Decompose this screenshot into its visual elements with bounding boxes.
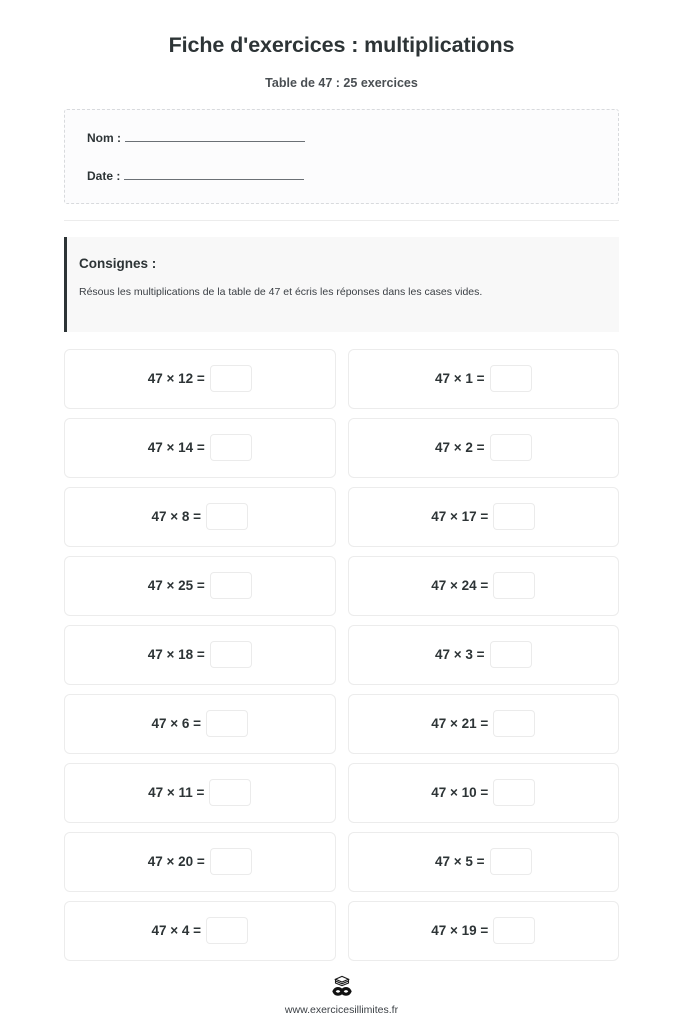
identity-box xyxy=(64,109,619,204)
exercise-expression: 47 × 1 = xyxy=(434,371,485,387)
answer-input-box[interactable] xyxy=(210,572,252,599)
exercise-grid xyxy=(64,349,619,961)
exercise-expression: 47 × 12 = xyxy=(147,371,205,387)
exercise-card xyxy=(348,901,620,961)
exercise-card xyxy=(348,694,620,754)
exercise-expression: 47 × 14 = xyxy=(147,440,205,456)
exercise-card xyxy=(64,349,336,409)
answer-input-box[interactable] xyxy=(209,779,251,806)
page-subtitle: Table de 47 : 25 exercices xyxy=(265,75,418,90)
exercise-card xyxy=(348,832,620,892)
exercise-expression: 47 × 18 = xyxy=(147,647,205,663)
exercise-card xyxy=(348,349,620,409)
answer-input-box[interactable] xyxy=(210,365,252,392)
exercise-card xyxy=(64,418,336,478)
exercise-expression: 47 × 20 = xyxy=(147,854,205,870)
footer xyxy=(0,970,683,1016)
answer-input-box[interactable] xyxy=(493,779,535,806)
answer-input-box[interactable] xyxy=(210,434,252,461)
exercise-card xyxy=(348,556,620,616)
page-title: Fiche d'exercices : multiplications xyxy=(168,33,515,57)
answer-input-box[interactable] xyxy=(490,848,532,875)
name-row xyxy=(87,130,618,145)
exercise-card xyxy=(64,694,336,754)
exercise-expression: 47 × 6 = xyxy=(151,716,202,732)
date-input-line[interactable] xyxy=(124,168,304,180)
answer-input-box[interactable] xyxy=(493,572,535,599)
exercise-card xyxy=(64,763,336,823)
exercise-card xyxy=(64,487,336,547)
instructions-title: Consignes : xyxy=(79,255,157,271)
answer-input-box[interactable] xyxy=(493,503,535,530)
answer-input-box[interactable] xyxy=(490,365,532,392)
date-label: Date : xyxy=(87,168,121,183)
exercise-card xyxy=(64,556,336,616)
answer-input-box[interactable] xyxy=(493,710,535,737)
exercise-card xyxy=(64,625,336,685)
answer-input-box[interactable] xyxy=(493,917,535,944)
answer-input-box[interactable] xyxy=(490,641,532,668)
exercise-expression: 47 × 21 = xyxy=(431,716,489,732)
exercise-expression: 47 × 2 = xyxy=(434,440,485,456)
exercise-card xyxy=(64,832,336,892)
answer-input-box[interactable] xyxy=(206,710,248,737)
exercise-expression: 47 × 24 = xyxy=(431,578,489,594)
exercise-card xyxy=(348,487,620,547)
exercise-expression: 47 × 25 = xyxy=(147,578,205,594)
answer-input-box[interactable] xyxy=(206,917,248,944)
answer-input-box[interactable] xyxy=(210,848,252,875)
exercise-expression: 47 × 17 = xyxy=(431,509,489,525)
exercise-card xyxy=(348,418,620,478)
date-row xyxy=(87,168,618,183)
exercise-expression: 47 × 19 = xyxy=(431,923,489,939)
instructions-text: Résous les multiplications de la table de 47 et écris les réponses dans les cases vides. xyxy=(79,285,483,298)
answer-input-box[interactable] xyxy=(206,503,248,530)
exercise-expression: 47 × 5 = xyxy=(434,854,485,870)
exercise-expression: 47 × 3 = xyxy=(434,647,485,663)
exercise-expression: 47 × 10 = xyxy=(431,785,489,801)
exercise-card xyxy=(64,901,336,961)
exercise-card xyxy=(348,625,620,685)
section-divider xyxy=(64,220,619,221)
exercise-expression: 47 × 11 = xyxy=(148,785,205,801)
answer-input-box[interactable] xyxy=(210,641,252,668)
exercise-expression: 47 × 8 = xyxy=(151,509,202,525)
answer-input-box[interactable] xyxy=(490,434,532,461)
exercise-card xyxy=(348,763,620,823)
instructions-block xyxy=(64,237,619,332)
footer-url[interactable]: www.exercicesillimites.fr xyxy=(284,1004,399,1016)
books-infinity-logo-icon xyxy=(325,970,359,998)
name-label: Nom : xyxy=(87,130,121,145)
exercise-expression: 47 × 4 = xyxy=(151,923,202,939)
name-input-line[interactable] xyxy=(125,130,305,142)
